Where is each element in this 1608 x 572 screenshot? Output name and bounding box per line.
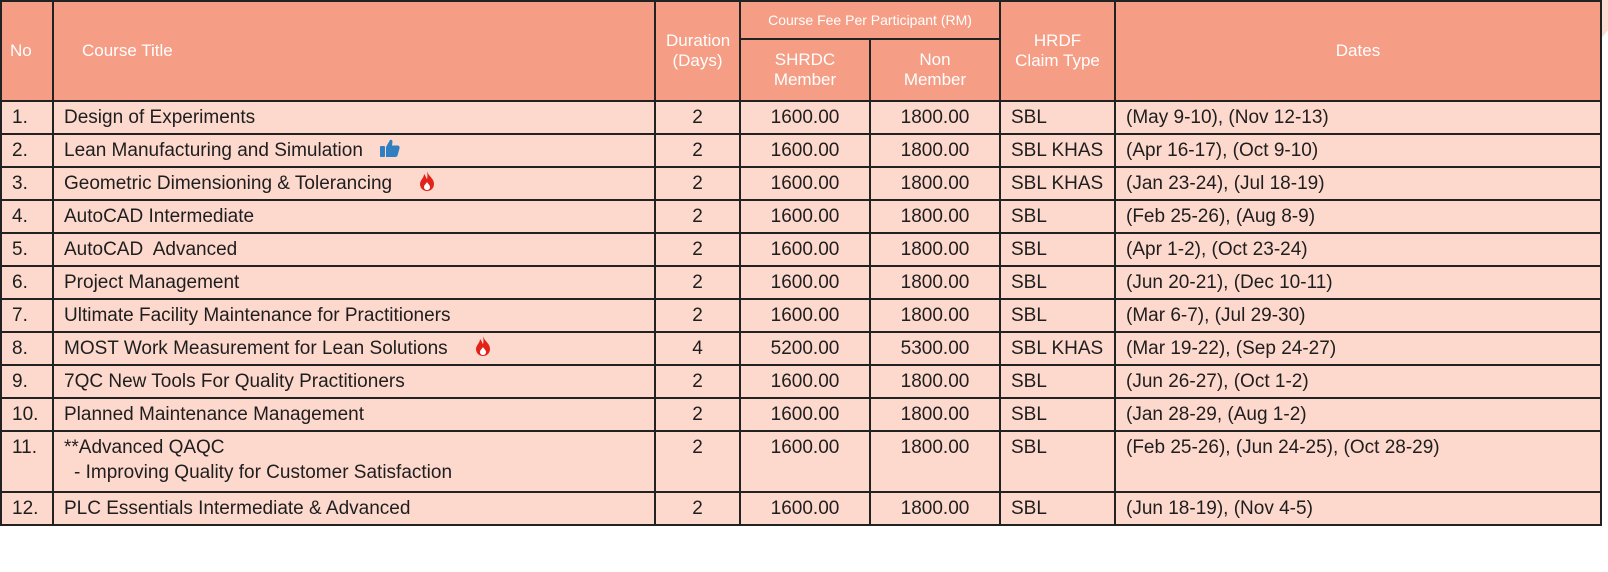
non-member-fee: 1800.00 xyxy=(870,134,1000,167)
course-dates: (Jan 23-24), (Jul 18-19) xyxy=(1115,167,1601,200)
shrdc-member-fee: 1600.00 xyxy=(740,233,870,266)
course-title-text: MOST Work Measurement for Lean Solutions xyxy=(64,337,448,359)
hrdf-claim-type: SBL xyxy=(1000,101,1115,134)
table-header xyxy=(1,1,1601,101)
shrdc-member-fee: 1600.00 xyxy=(740,492,870,525)
course-duration: 2 xyxy=(655,431,740,492)
course-dates: (Jun 26-27), (Oct 1-2) xyxy=(1115,365,1601,398)
course-dates: (Mar 6-7), (Jul 29-30) xyxy=(1115,299,1601,332)
header-no: No xyxy=(1,1,53,101)
header-course-fee: Course Fee Per Participant (RM) xyxy=(740,1,1000,39)
course-title xyxy=(53,200,655,233)
non-member-fee: 1800.00 xyxy=(870,365,1000,398)
header-duration-label: Duration xyxy=(666,30,731,50)
shrdc-member-fee: 1600.00 xyxy=(740,200,870,233)
shrdc-member-fee: 1600.00 xyxy=(740,134,870,167)
course-title xyxy=(53,365,655,398)
course-dates: (Mar 19-22), (Sep 24-27) xyxy=(1115,332,1601,365)
non-member-fee: 1800.00 xyxy=(870,101,1000,134)
table-row xyxy=(1,398,1601,431)
hrdf-claim-type: SBL xyxy=(1000,431,1115,492)
header-hrdf-line2: Claim Type xyxy=(1015,51,1100,70)
course-title xyxy=(53,332,655,365)
course-title-text: Planned Maintenance Management xyxy=(64,403,364,425)
header-hrdf-line1: HRDF xyxy=(1033,30,1082,50)
shrdc-member-fee: 1600.00 xyxy=(740,101,870,134)
course-no: 10. xyxy=(1,398,53,431)
course-title xyxy=(53,167,655,200)
header-non-line2: Member xyxy=(903,70,967,89)
table-row xyxy=(1,167,1601,200)
non-member-fee: 1800.00 xyxy=(870,431,1000,492)
hrdf-claim-type: SBL xyxy=(1000,233,1115,266)
hrdf-claim-type: SBL xyxy=(1000,200,1115,233)
course-title xyxy=(53,492,655,525)
table-body xyxy=(1,101,1601,525)
flame-icon xyxy=(475,336,491,362)
course-no: 3. xyxy=(1,167,53,200)
thumbs-up-icon xyxy=(380,139,400,163)
course-duration: 2 xyxy=(655,134,740,167)
course-no: 8. xyxy=(1,332,53,365)
course-title xyxy=(53,299,655,332)
non-member-fee: 1800.00 xyxy=(870,492,1000,525)
course-title-text: PLC Essentials Intermediate & Advanced xyxy=(64,497,411,519)
header-dates: Dates xyxy=(1115,1,1601,101)
shrdc-member-fee: 1600.00 xyxy=(740,398,870,431)
flame-icon xyxy=(419,171,435,197)
course-title-text: 7QC New Tools For Quality Practitioners xyxy=(64,370,405,392)
hrdf-claim-type: SBL KHAS xyxy=(1000,167,1115,200)
hrdf-claim-type: SBL KHAS xyxy=(1000,332,1115,365)
course-title-text: Design of Experiments xyxy=(64,106,256,128)
table-row xyxy=(1,299,1601,332)
course-duration: 2 xyxy=(655,167,740,200)
non-member-fee: 1800.00 xyxy=(870,266,1000,299)
hrdf-claim-type: SBL KHAS xyxy=(1000,134,1115,167)
non-member-fee: 1800.00 xyxy=(870,200,1000,233)
course-dates: (Jun 18-19), (Nov 4-5) xyxy=(1115,492,1601,525)
shrdc-member-fee: 1600.00 xyxy=(740,431,870,492)
course-dates: (Feb 25-26), (Aug 8-9) xyxy=(1115,200,1601,233)
course-title xyxy=(53,134,655,167)
course-duration: 2 xyxy=(655,200,740,233)
shrdc-member-fee: 1600.00 xyxy=(740,299,870,332)
course-title-text: Ultimate Facility Maintenance for Practitioners xyxy=(64,304,451,326)
hrdf-claim-type: SBL xyxy=(1000,299,1115,332)
course-title-text: **Advanced QAQC xyxy=(64,437,225,458)
header-shrdc-line1: SHRDC xyxy=(774,49,836,69)
course-duration: 2 xyxy=(655,492,740,525)
table-row xyxy=(1,492,1601,525)
hrdf-claim-type: SBL xyxy=(1000,398,1115,431)
course-duration: 2 xyxy=(655,101,740,134)
course-subtitle: - Improving Quality for Customer Satisfaction xyxy=(74,462,453,483)
header-shrdc-member xyxy=(740,39,870,101)
course-no: 5. xyxy=(1,233,53,266)
non-member-fee: 1800.00 xyxy=(870,398,1000,431)
non-member-fee: 1800.00 xyxy=(870,167,1000,200)
course-dates: (Apr 16-17), (Oct 9-10) xyxy=(1115,134,1601,167)
table-row xyxy=(1,431,1601,492)
hrdf-claim-type: SBL xyxy=(1000,492,1115,525)
course-no: 4. xyxy=(1,200,53,233)
table-row xyxy=(1,200,1601,233)
course-title-text: Project Management xyxy=(64,271,240,293)
header-course-title: Course Title xyxy=(53,1,655,101)
course-dates: (Apr 1-2), (Oct 23-24) xyxy=(1115,233,1601,266)
header-shrdc-line2: Member xyxy=(773,70,837,89)
header-duration-unit: (Days) xyxy=(672,51,723,70)
table-row xyxy=(1,332,1601,365)
course-dates: (Jun 20-21), (Dec 10-11) xyxy=(1115,266,1601,299)
course-no: 12. xyxy=(1,492,53,525)
course-title xyxy=(53,431,655,492)
course-no: 11. xyxy=(1,431,53,492)
course-title xyxy=(53,398,655,431)
course-title-text: Lean Manufacturing and Simulation xyxy=(64,139,363,161)
shrdc-member-fee: 1600.00 xyxy=(740,365,870,398)
course-title xyxy=(53,233,655,266)
hrdf-claim-type: SBL xyxy=(1000,365,1115,398)
non-member-fee: 1800.00 xyxy=(870,233,1000,266)
header-duration xyxy=(655,1,740,101)
course-no: 7. xyxy=(1,299,53,332)
course-title-text: Geometric Dimensioning & Tolerancing xyxy=(64,172,393,194)
course-no: 1. xyxy=(1,101,53,134)
course-dates: (May 9-10), (Nov 12-13) xyxy=(1115,101,1601,134)
course-duration: 2 xyxy=(655,398,740,431)
header-non-line1: Non xyxy=(919,49,951,69)
course-no: 9. xyxy=(1,365,53,398)
non-member-fee: 5300.00 xyxy=(870,332,1000,365)
course-duration: 2 xyxy=(655,266,740,299)
course-title-text: AutoCAD Advanced xyxy=(64,238,238,260)
course-no: 6. xyxy=(1,266,53,299)
shrdc-member-fee: 5200.00 xyxy=(740,332,870,365)
table-row xyxy=(1,266,1601,299)
header-non-member xyxy=(870,39,1000,101)
course-title xyxy=(53,266,655,299)
table-row xyxy=(1,101,1601,134)
course-dates: (Jan 28-29, (Aug 1-2) xyxy=(1115,398,1601,431)
course-dates: (Feb 25-26), (Jun 24-25), (Oct 28-29) xyxy=(1115,431,1601,492)
course-no: 2. xyxy=(1,134,53,167)
table-row xyxy=(1,233,1601,266)
course-duration: 2 xyxy=(655,299,740,332)
non-member-fee: 1800.00 xyxy=(870,299,1000,332)
course-duration: 2 xyxy=(655,233,740,266)
course-title xyxy=(53,101,655,134)
shrdc-member-fee: 1600.00 xyxy=(740,266,870,299)
course-title-text: AutoCAD Intermediate xyxy=(64,205,255,227)
header-hrdf-claim-type xyxy=(1000,1,1115,101)
shrdc-member-fee: 1600.00 xyxy=(740,167,870,200)
hrdf-claim-type: SBL xyxy=(1000,266,1115,299)
table-row xyxy=(1,365,1601,398)
table-row xyxy=(1,134,1601,167)
course-duration: 4 xyxy=(655,332,740,365)
course-duration: 2 xyxy=(655,365,740,398)
